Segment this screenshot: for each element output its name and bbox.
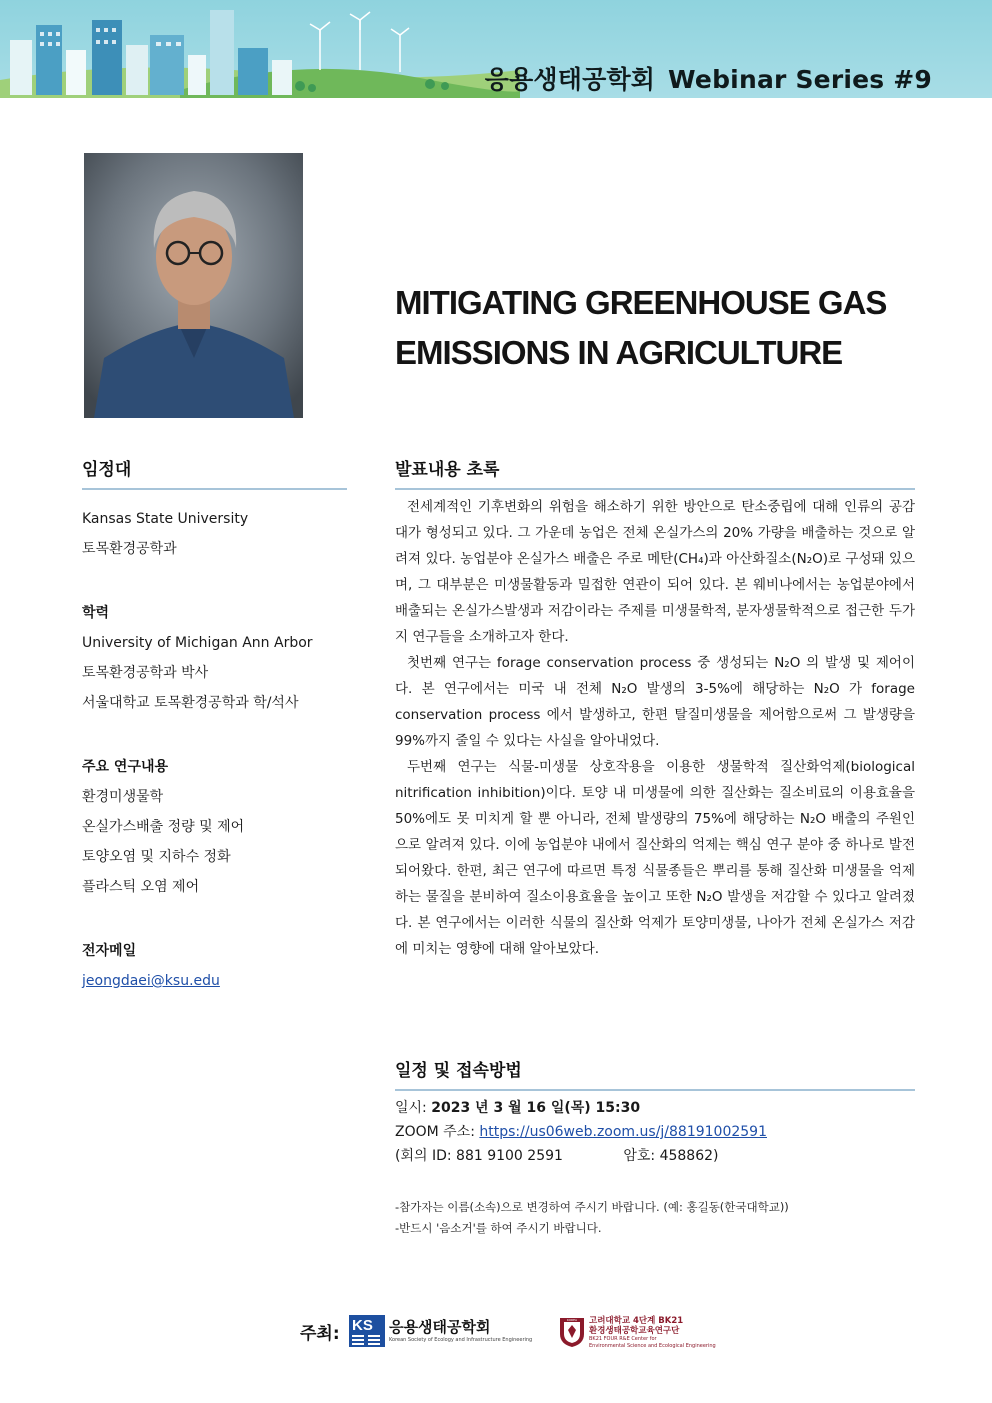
ks-society-logo — [349, 1315, 385, 1347]
education-label: 학력 — [82, 605, 110, 621]
notes — [395, 1197, 915, 1239]
research-block — [82, 752, 347, 902]
speaker-name: 임정대 — [82, 455, 347, 490]
note-item: -참가자는 이름(소속)으로 변경하여 주시기 바랍니다. (예: 홍길동(한국대학교)) — [395, 1200, 789, 1214]
research-item: 플라스틱 오염 제어 — [82, 879, 200, 895]
education-block — [82, 598, 347, 718]
department: 토목환경공학과 — [82, 541, 177, 557]
email-link[interactable]: jeongdaei@ksu.edu — [82, 973, 220, 989]
abstract-body — [395, 494, 915, 962]
zoom-link[interactable]: https://us06web.zoom.us/j/88191002591 — [479, 1124, 767, 1140]
abstract-heading: 발표내용 초록 — [395, 455, 915, 490]
bk21-sub-1: BK21 FOUR R&E Center for — [589, 1336, 657, 1342]
email-block — [82, 936, 347, 996]
bk21-line-2: 환경생태공학교육연구단 — [589, 1326, 680, 1336]
ks-society-name: 응용생태공학회 — [389, 1318, 491, 1336]
affiliation: Kansas State University — [82, 511, 249, 527]
date-label: 일시: — [395, 1100, 427, 1116]
ks-logo-text: KS — [352, 1317, 373, 1334]
footer — [0, 1312, 992, 1362]
society-name: 응용생태공학회 — [484, 65, 656, 94]
talk-title-line-2: EMISSIONS IN AGRICULTURE — [395, 334, 843, 371]
korea-university-seal-icon — [558, 1316, 586, 1348]
research-item: 토양오염 및 지하수 정화 — [82, 849, 231, 865]
note-item: -반드시 '음소거'를 하여 주시기 바랍니다. — [395, 1221, 602, 1235]
email-label: 전자메일 — [82, 943, 137, 959]
abstract-paragraph: 두번째 연구는 식물-미생물 상호작용을 이용한 생물학적 질산화억제(biological nitrification inhibition)이다. 토양 내 미생물에 의한 질산화는 질소비료의 이용효율을 50%에도 못 미치게 할 뿐 아니라, 전체 발생량의 75%에 해당하는 N₂O 배출의 주원인으로 알려져 있다. 이에 농업분야 내에서 질산화의 억제는 핵심 연구 분야 중 하나로 발전되어왔다. 한편, 최근 연구에 따르면 특정 식물종들은 뿌리를 통해 질산화 미생물을 억제하는 물질을 분비하여 질소이용효율을 높이고 또한 N₂O 발생을 저감할 수 있다고 알려졌다. 본 연구에서는 이러한 식물의 질산화 억제가 토양미생물, 나아가 전체 온실가스 저감에 미치는 영향에 대해 알아보았다. — [395, 759, 915, 957]
talk-title-line-1: MITIGATING GREENHOUSE GAS — [395, 284, 887, 321]
header-banner — [0, 0, 992, 98]
education-item: University of Michigan Ann Arbor — [82, 635, 313, 651]
host-label: 주최: — [300, 1324, 340, 1344]
city-skyline-illustration — [0, 0, 520, 98]
date-line — [395, 1096, 915, 1120]
svg-text:KOREA: KOREA — [566, 1318, 578, 1322]
education-item: 서울대학교 토목환경공학과 학/석사 — [82, 695, 299, 711]
webinar-series-title — [485, 60, 932, 96]
research-item: 온실가스배출 정량 및 제어 — [82, 819, 245, 835]
affiliation-block — [82, 504, 347, 564]
zoom-label: ZOOM 주소: — [395, 1124, 475, 1140]
education-item: 토목환경공학과 박사 — [82, 665, 209, 681]
bk21-center-name — [589, 1316, 716, 1350]
speaker-photo — [84, 153, 303, 418]
meeting-id: (회의 ID: 881 9100 2591 — [395, 1148, 563, 1164]
abstract-paragraph: 첫번째 연구는 forage conservation process 중 생성되는 N₂O 의 발생 및 제어이다. 본 연구에서는 미국 내 전체 N₂O 발생의 3-5%에 해당하는 N₂O 가 forage conservation process 에서 발생하고, 한편 탈질미생물을 제어함으로써 그 발생량을 99%까지 줄일 수 있다는 사실을 알아내었다. — [395, 655, 915, 749]
speaker-info — [82, 455, 347, 996]
meeting-info-line — [395, 1144, 915, 1168]
date-value: 2023 년 3 월 16 일(목) 15:30 — [431, 1100, 641, 1116]
meeting-password: 암호: 458862) — [623, 1148, 719, 1164]
bk21-line-1: 고려대학교 4단계 BK21 — [589, 1316, 684, 1326]
research-item: 환경미생물학 — [82, 789, 164, 805]
bk21-sub-2: Environmental Science and Ecological Engineering — [589, 1343, 716, 1349]
schedule-heading: 일정 및 접속방법 — [395, 1056, 915, 1091]
zoom-line — [395, 1120, 915, 1144]
abstract-paragraph: 전세계적인 기후변화의 위험을 해소하기 위한 방안으로 탄소중립에 대해 인류의 공감대가 형성되고 있다. 그 가운데 농업은 전체 온실가스의 20% 가량을 배출하는 것으로 알려져 있다. 농업분야 온실가스 배출은 주로 메탄(CH₄)과 아산화질소(N₂O)로 구성돼 있으며, 그 대부분은 미생물활동과 밀접한 연관이 되어 있다. 본 웨비나에서는 농업분야에서 배출되는 온실가스발생과 저감이라는 주제를 미생물학적, 분자생물학적으로 접근한 두가지 연구들을 소개하고자 한다. — [395, 499, 915, 645]
schedule-body — [395, 1096, 915, 1168]
talk-title — [395, 278, 935, 378]
ks-society-english-name: Korean Society of Ecology and Infrastructure Engineering — [389, 1337, 533, 1343]
series-label: Webinar Series #9 — [668, 65, 932, 94]
research-label: 주요 연구내용 — [82, 759, 169, 775]
